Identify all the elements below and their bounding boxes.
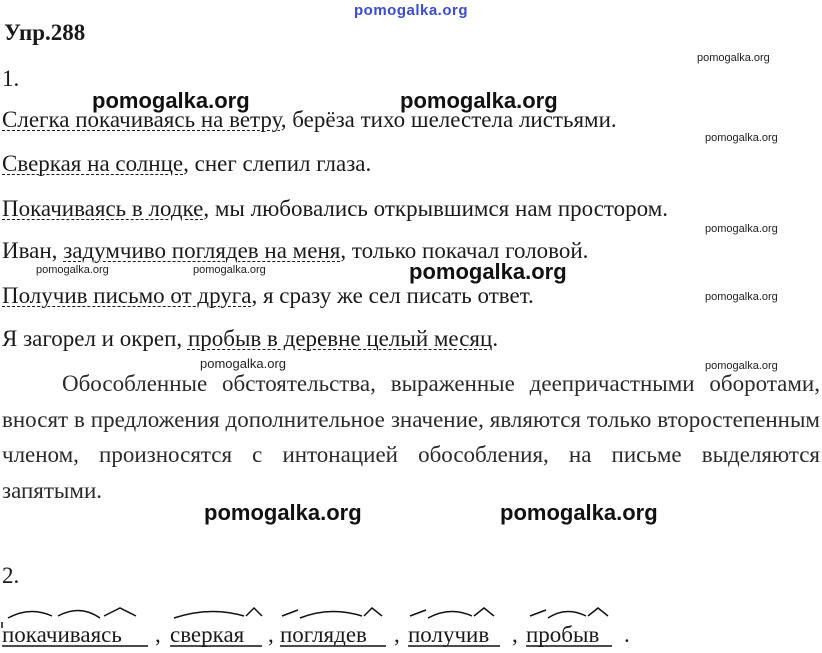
- watermark-top: pomogalka.org: [354, 2, 469, 19]
- participle-phrase: Получив письмо от друга: [2, 283, 252, 308]
- sentence-5: [2, 283, 534, 309]
- prefix-mark: [530, 610, 546, 616]
- gerund-word: поглядев: [280, 622, 367, 647]
- sentence-rest: , только покачал головой.: [340, 238, 589, 263]
- suffix-mark: [104, 608, 136, 616]
- sentence-1: [2, 107, 617, 133]
- sentence-6: [2, 326, 498, 352]
- gerund-word: сверкая: [170, 622, 245, 647]
- comma: ,: [512, 622, 518, 647]
- prefix-mark: [8, 611, 52, 618]
- explanation-paragraph: Обособленные обстоятельства, выраженные деепричастными оборотами, вносят в предложения дополнительное значение, являются только второстепенным членом, произносятся с интонацией обособления, на письме выделяются запятыми.: [2, 371, 820, 503]
- gerund-word: пробыв: [526, 622, 600, 647]
- prefix-mark: [282, 610, 298, 616]
- sentence-rest: , снег слепил глаза.: [183, 151, 372, 176]
- participle-phrase: Слегка покачиваясь на ветру: [2, 107, 281, 132]
- watermark: pomogalka.org: [193, 264, 266, 276]
- sentence-4: [2, 238, 588, 264]
- watermark: pomogalka.org: [204, 500, 362, 525]
- sentence-rest: , я сразу же сел писать ответ.: [251, 283, 534, 308]
- participle-phrase: Сверкая на солнце: [2, 151, 184, 176]
- participle-phrase: Покачиваясь в лодке: [2, 196, 204, 221]
- sentence-2: [2, 151, 371, 177]
- watermark: pomogalka.org: [409, 259, 567, 284]
- gerund-word: покачиваясь: [2, 622, 122, 647]
- sentence-3: [2, 196, 668, 222]
- watermark: pomogalka.org: [705, 360, 778, 372]
- prefix-mark: [410, 610, 426, 616]
- sentence-start: Я загорел и окреп,: [2, 326, 188, 351]
- root-mark: [428, 611, 472, 618]
- sentence-rest: , мы любовались открывшимся нам простором.: [203, 196, 669, 221]
- watermark: pomogalka.org: [705, 132, 778, 144]
- gerund-word: получив: [408, 622, 490, 647]
- watermark: pomogalka.org: [500, 500, 658, 525]
- watermark: pomogalka.org: [705, 291, 778, 303]
- part2-number: 2.: [2, 563, 20, 588]
- sentence-rest: .: [492, 326, 499, 351]
- watermark: pomogalka.org: [400, 88, 558, 113]
- participle-phrase: задумчиво поглядев на меня: [63, 238, 341, 263]
- root-mark: [174, 611, 244, 618]
- watermark: pomogalka.org: [200, 356, 286, 371]
- root-mark: [300, 611, 362, 618]
- period: .: [624, 622, 630, 647]
- sentence-start: Иван,: [2, 238, 64, 263]
- suffix-mark: [364, 608, 382, 616]
- comma: ,: [155, 622, 161, 647]
- watermark: pomogalka.org: [36, 264, 109, 276]
- suffix-mark: [246, 608, 262, 616]
- part1-number: 1.: [2, 66, 20, 91]
- sentence-rest: , берёза тихо шелестела листьями.: [280, 107, 617, 132]
- watermark: pomogalka.org: [705, 223, 778, 235]
- comma: ,: [268, 622, 274, 647]
- morpheme-analysis: [0, 600, 822, 650]
- exercise-title: Упр.288: [4, 20, 86, 45]
- suffix-mark: [588, 608, 608, 616]
- participle-phrase: пробыв в деревне целый месяц: [187, 326, 493, 351]
- suffix-mark: [474, 608, 494, 616]
- root-mark: [58, 610, 100, 618]
- comma: ,: [394, 622, 400, 647]
- watermark: pomogalka.org: [697, 52, 770, 64]
- watermark: pomogalka.org: [92, 88, 250, 113]
- root-mark: [548, 611, 586, 618]
